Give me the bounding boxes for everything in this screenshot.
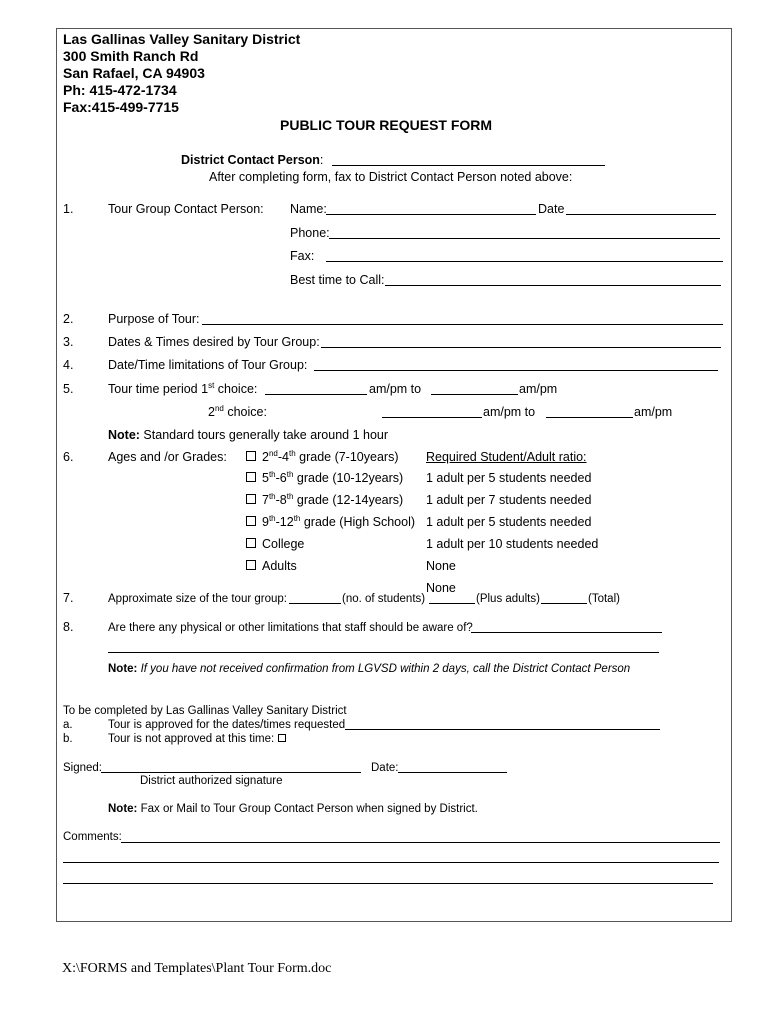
limitations-field[interactable] (314, 370, 718, 371)
signed-date-field[interactable] (398, 772, 507, 773)
phone-number: Ph: 415-472-1734 (63, 82, 177, 98)
item-b-text: Tour is not approved at this time: (108, 732, 286, 747)
checkbox-icon[interactable] (246, 494, 256, 504)
q8-label: Are there any physical or other limitations that staff should be aware of? (108, 622, 473, 634)
signed-date-label: Date: (371, 762, 399, 774)
phone-label: Phone: (290, 226, 330, 240)
checkbox-icon[interactable] (246, 472, 256, 482)
q1-number: 1. (63, 202, 74, 216)
ratio-grade-7-8: 1 adult per 5 students needed (426, 515, 592, 529)
first-ampm-to: am/pm to (369, 382, 422, 396)
signature-caption: District authorized signature (140, 775, 283, 787)
physical-limitations-field-2[interactable] (108, 652, 659, 653)
address-line-1: 300 Smith Ranch Rd (63, 48, 199, 64)
first-choice-label: Tour time period 1st choice: (108, 381, 258, 396)
item-a-text: Tour is approved for the dates/times requested (108, 719, 346, 731)
q7-number: 7. (63, 591, 74, 605)
checkbox-icon[interactable] (246, 538, 256, 548)
q3-number: 3. (63, 335, 74, 349)
q4-number: 4. (63, 358, 74, 372)
college-option[interactable]: College (246, 537, 304, 552)
second-choice-start-field[interactable] (382, 417, 482, 418)
q6-number: 6. (63, 450, 74, 464)
q5-number: 5. (63, 382, 74, 396)
second-choice-end-field[interactable] (546, 417, 633, 418)
district-section-heading: To be completed by Las Gallinas Valley Sanitary District (63, 705, 347, 717)
q2-label: Purpose of Tour: (108, 312, 200, 326)
q1-label: Tour Group Contact Person: (108, 202, 264, 216)
checkbox-icon[interactable] (246, 451, 256, 461)
confirmation-note: Note: If you have not received confirmation from LGVSD within 2 days, call the District Contact Person (108, 663, 631, 675)
phone-field[interactable] (329, 238, 720, 239)
q2-number: 2. (63, 312, 74, 326)
students-label: (no. of students) (342, 593, 426, 605)
tour-length-note: Note: Standard tours generally take around 1 hour (108, 428, 389, 442)
first-ampm: am/pm (519, 382, 558, 396)
best-time-field[interactable] (385, 285, 721, 286)
ratio-grade-9-12: 1 adult per 10 students needed (426, 537, 599, 551)
q6-label: Ages and /or Grades: (108, 450, 227, 464)
address-line-2: San Rafael, CA 94903 (63, 65, 205, 81)
adults-count-field[interactable] (429, 603, 475, 604)
ratio-grade-2-4: 1 adult per 5 students needed (426, 471, 592, 485)
signature-field[interactable] (101, 772, 361, 773)
purpose-field[interactable] (202, 324, 723, 325)
item-a-number: a. (63, 719, 73, 731)
ratio-grade-5-6: 1 adult per 7 students needed (426, 493, 592, 507)
ratio-header: Required Student/Adult ratio: (426, 450, 587, 464)
students-count-field[interactable] (289, 603, 341, 604)
total-count-field[interactable] (541, 603, 587, 604)
comments-field-1[interactable] (121, 842, 720, 843)
comments-field-2[interactable] (63, 862, 719, 863)
comments-field-3[interactable] (63, 883, 713, 884)
ratio-adults: None (426, 581, 456, 595)
best-time-label: Best time to Call: (290, 273, 385, 287)
approved-dates-field[interactable] (345, 729, 660, 730)
signed-label: Signed: (63, 762, 103, 774)
checkbox-icon[interactable] (278, 734, 286, 742)
fax-mail-note: Note: Fax or Mail to Tour Group Contact Person when signed by District. (108, 803, 478, 815)
plus-adults-label: (Plus adults) (476, 593, 540, 605)
grade-2-4-option[interactable]: 2nd-4th grade (7-10years) (246, 450, 398, 465)
ratio-college: None (426, 559, 456, 573)
adults-option[interactable]: Adults (246, 559, 297, 574)
district-contact-field[interactable] (332, 165, 605, 166)
date-label: Date (538, 202, 565, 216)
grade-9-12-option[interactable]: 9th-12th grade (High School) (246, 515, 415, 530)
district-contact-label: District Contact Person: (181, 153, 324, 167)
grade-5-6-option[interactable]: 5th-6th grade (10-12years) (246, 471, 403, 486)
grade-7-8-option[interactable]: 7th-8th grade (12-14years) (246, 493, 403, 508)
second-ampm: am/pm (634, 405, 673, 419)
physical-limitations-field[interactable] (471, 632, 662, 633)
comments-label: Comments: (63, 831, 122, 843)
q3-label: Dates & Times desired by Tour Group: (108, 335, 320, 349)
q8-number: 8. (63, 620, 74, 634)
org-name: Las Gallinas Valley Sanitary District (63, 31, 301, 47)
checkbox-icon[interactable] (246, 560, 256, 570)
fax-label: Fax: (290, 249, 315, 263)
first-choice-end-field[interactable] (431, 394, 518, 395)
file-path-footer: X:\FORMS and Templates\Plant Tour Form.doc (62, 961, 332, 976)
dates-times-field[interactable] (321, 347, 721, 348)
q7-label: Approximate size of the tour group: (108, 593, 287, 605)
fax-field[interactable] (326, 261, 723, 262)
checkbox-icon[interactable] (246, 516, 256, 526)
q4-label: Date/Time limitations of Tour Group: (108, 358, 308, 372)
item-b-number: b. (63, 733, 73, 745)
fax-instruction: After completing form, fax to District Contact Person noted above: (209, 170, 573, 184)
form-title: PUBLIC TOUR REQUEST FORM (280, 117, 493, 133)
first-choice-start-field[interactable] (265, 394, 367, 395)
name-field[interactable] (326, 214, 536, 215)
total-label: (Total) (588, 593, 620, 605)
fax-number: Fax:415-499-7715 (63, 99, 179, 115)
date-field[interactable] (566, 214, 716, 215)
name-label: Name: (290, 202, 327, 216)
second-ampm-to: am/pm to (483, 405, 536, 419)
second-choice-label: 2nd choice: (208, 404, 267, 419)
